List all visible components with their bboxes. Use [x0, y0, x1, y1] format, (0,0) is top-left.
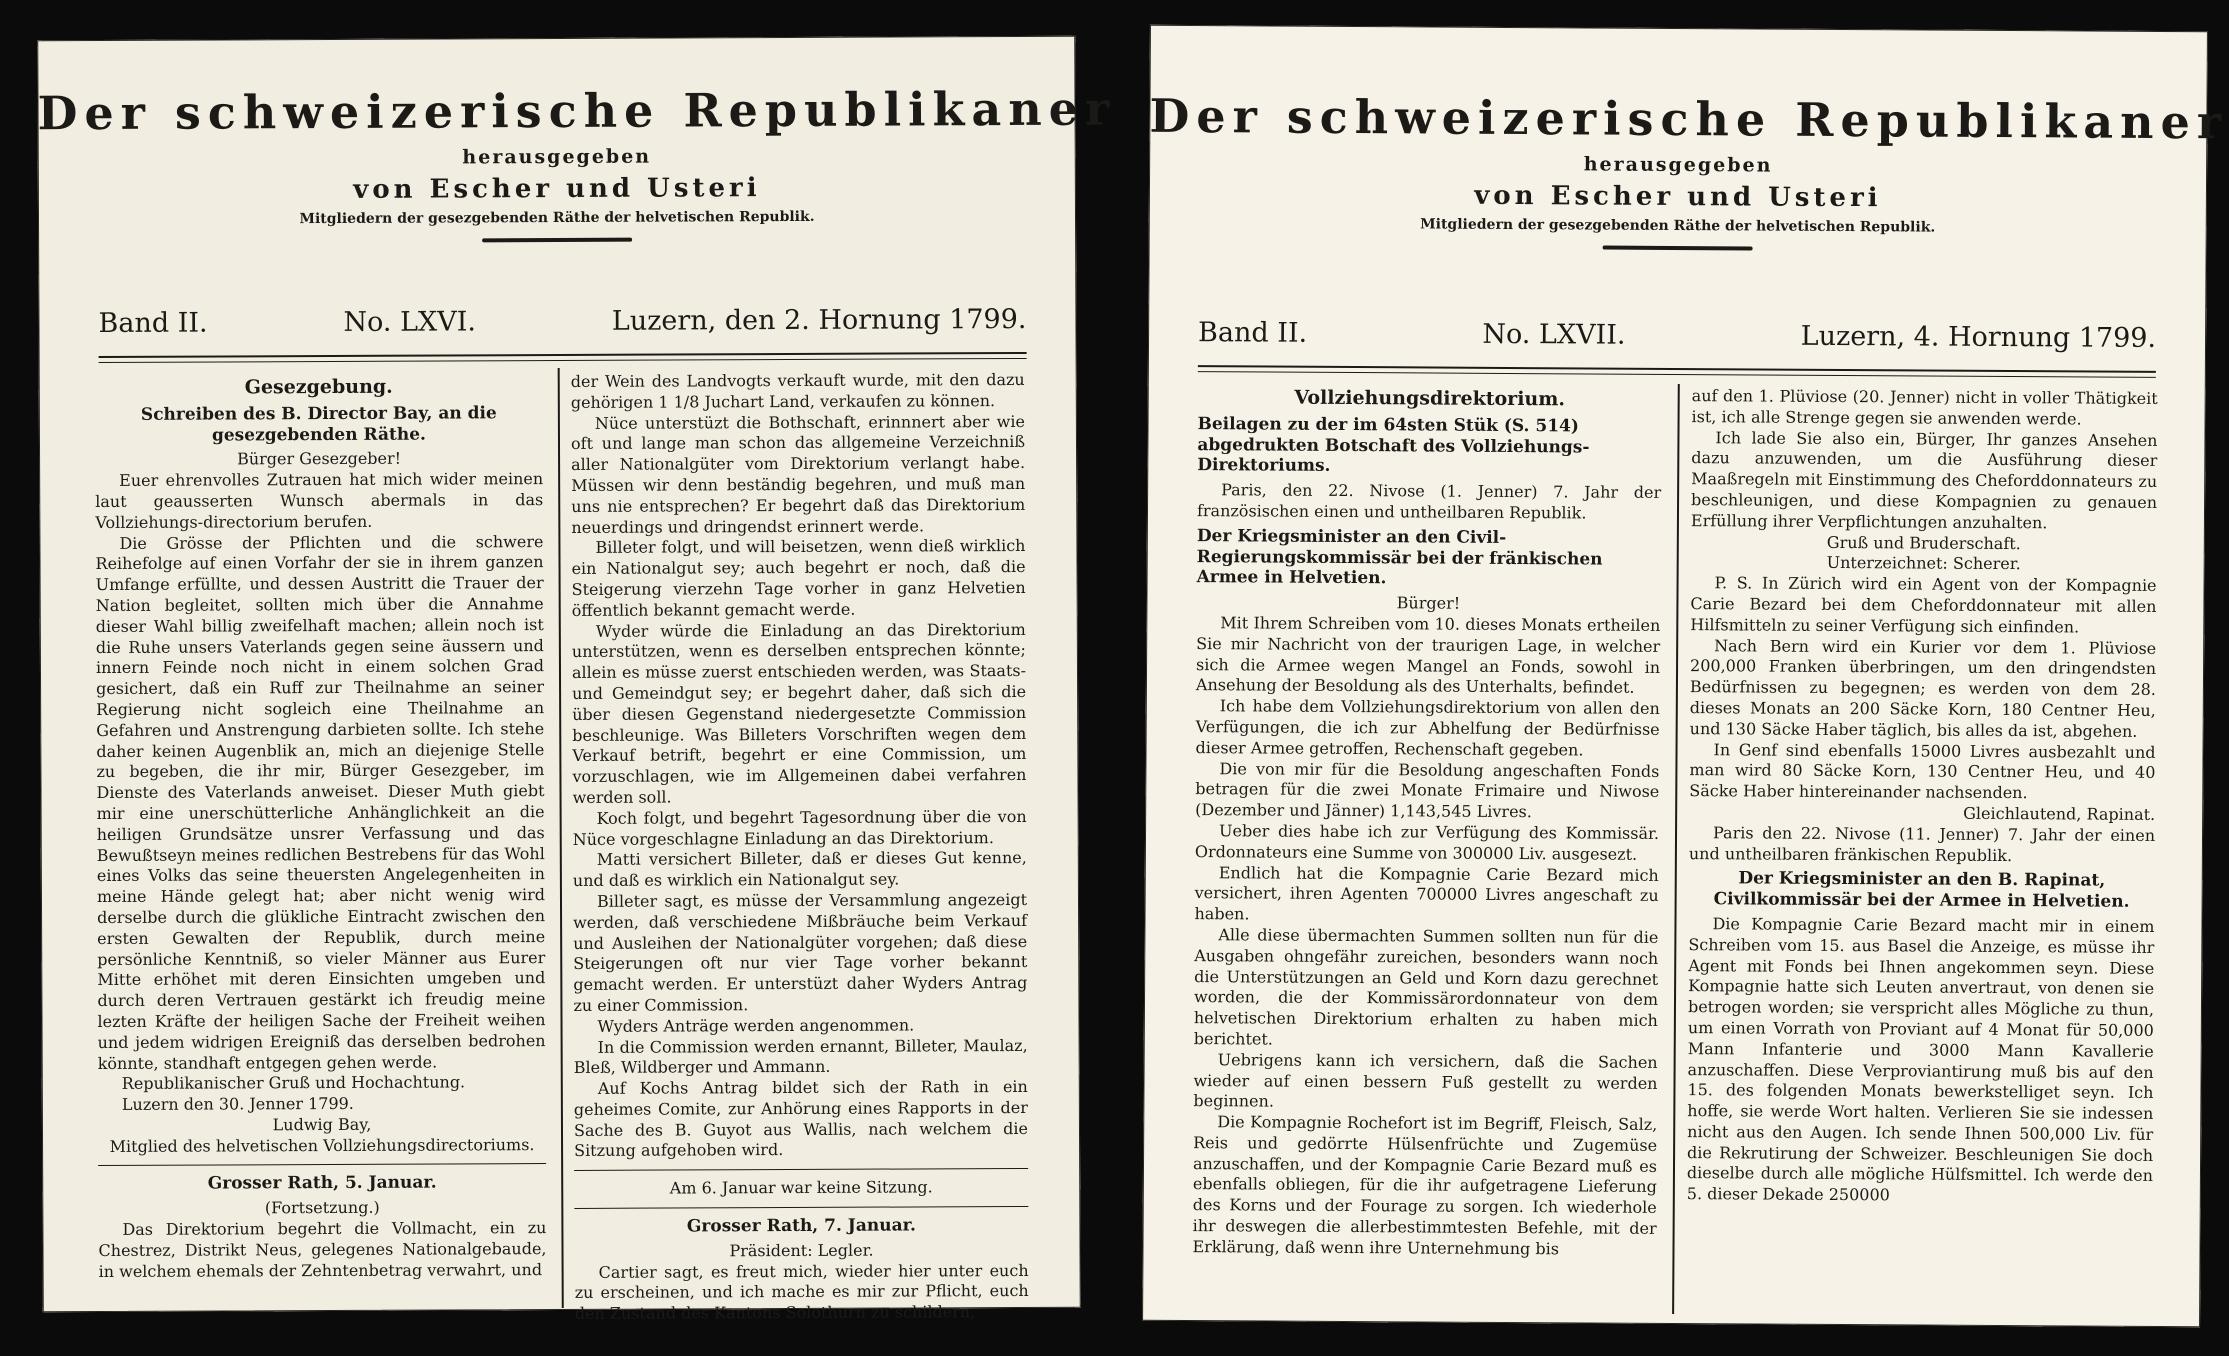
- paragraph: Alle diese übermachten Summen sollten nun für die Ausgaben ohngefähr zureichen, besonders wann noch die Unterstützungen an Geld und Korn dazu gerechnet worden, die der Kommissärordonnateur von dem helvetischen Direktorium erhalten zu haben mich berichtet.: [1193, 925, 1659, 1049]
- masthead-rule: [1603, 246, 1753, 251]
- paragraph: Matti versichert Billeter, daß er dieses Gut kenne, und daß es wirklich ein Nationalgut sey.: [572, 848, 1027, 891]
- paragraph: In Genf sind ebenfalls 15000 Livres ausbezahlt und man wird 80 Säcke Korn, 130 Centner Heu, und 40 Säcke Haber hintereinander nachsenden.: [1689, 739, 2156, 803]
- salutation: Bürger!: [1396, 593, 1461, 613]
- issue-info: [98, 304, 1026, 339]
- masthead: [1149, 88, 2229, 253]
- paragraph: Cartier sagt, es freut mich, wieder hier unter euch zu erscheinen, und ich mache es mir zur Pflicht, euch den Zustand des Kantons Solothurn zu schildern,: [574, 1260, 1029, 1324]
- paragraph: Das Direktorium begehrt die Vollmacht, ein zu Chestrez, Distrikt Neus, gelegenes Nationalgebaude, in welchem ehemals der Zehntenbetrag verwahrt, und: [98, 1218, 547, 1281]
- masthead-editors: von Escher und Usteri: [1474, 180, 1882, 214]
- masthead-title: Der schweizerische Republikaner: [37, 81, 1117, 141]
- masthead-title: Der schweizerische Republikaner: [1149, 88, 2229, 150]
- paragraph: Republikanischer Gruß und Hochachtung.: [121, 1072, 466, 1094]
- session-heading: Grosser Rath, 5. Januar.: [207, 1173, 437, 1195]
- paragraph: Ich lade Sie also ein, Bürger, Ihr ganzes Ansehen dazu anzuwenden, um die Ausführung dieser Maaßregeln mit Einstimmung des Cheforddonnateurs zu beschleunigen, und diese Kompagnien zu genauen Erfüllung ihrer Verpflichtungen anzuhalten.: [1690, 427, 2158, 533]
- column-left: [1192, 383, 1661, 1260]
- signature: Gleichlautend, Rapinat.: [1963, 803, 2156, 824]
- masthead-membership: Mitgliedern der gesezgebenden Räthe der helvetischen Republik.: [299, 208, 815, 228]
- masthead-subtitle: herausgegeben: [1583, 153, 1773, 177]
- salutation: Bürger Gesezgeber!: [237, 449, 402, 469]
- president-line: Präsident: Legler.: [729, 1240, 874, 1261]
- masthead: [37, 81, 1117, 245]
- paragraph: auf den 1. Plüviose (20. Jenner) nicht in voller Thätigkeit ist, ich alle Strenge gegen sie anwenden werde.: [1691, 386, 2158, 429]
- masthead-membership: Mitgliedern der gesezgebenden Räthe der helvetischen Republik.: [1420, 216, 1936, 236]
- dateline: Paris, den 22. Nivose (1. Jenner) 7. Jahr der französischen einen und untheilbaren Republik.: [1196, 480, 1662, 523]
- column-right: [571, 370, 1029, 1325]
- paragraph: Endlich hat die Kompagnie Carie Bezard mich versichert, ihren Agenten 700000 Livres angeschaft zu haben.: [1194, 862, 1659, 924]
- issue-date: Luzern, 4. Hornung 1799.: [1800, 320, 2157, 354]
- section-heading: Gesezgebung.: [244, 375, 393, 399]
- notice: Am 6. Januar war keine Sitzung.: [669, 1177, 933, 1198]
- letter-heading: Der Kriegsminister an den Civil-Regierungskommissär bei der fränkischen Armee in Helvetien.: [1196, 525, 1603, 589]
- dateline: Paris den 22. Nivose (11. Jenner) 7. Jahr der einen und untheilbaren fränkischen Republik.: [1688, 822, 2156, 865]
- column-left: [95, 372, 547, 1282]
- paragraph: In die Commission werden ernannt, Billeter, Maulaz, Bleß, Wildberger und Ammann.: [573, 1035, 1028, 1078]
- newspaper-page-right: [1142, 25, 2229, 1327]
- paragraph: Euer ehrenvolles Zutrauen hat mich wider meinen laut geausserten Wunsch abermals in das Vollziehungs-directorium berufen.: [95, 469, 544, 532]
- continuation-note: (Fortsetzung.): [264, 1198, 380, 1218]
- volume-label: Band II.: [1197, 317, 1308, 349]
- issue-info: [1198, 317, 2156, 354]
- divider: [574, 1206, 1028, 1209]
- paragraph: Billeter sagt, es müsse der Versammlung angezeigt werden, daß verschiedene Mißbräuche beim Verkauf und Ausleihen der Nationalgüter vorgehen; daß diese Steigerungen oft nur vier Tage vorher bekannt gemacht werden. Er unterstüzt daher Wyders Antrag zu einer Commission.: [573, 889, 1028, 1015]
- paragraph: Nüce unterstüzt die Bothschaft, erinnnert aber wie oft und lange man schon das allgemeine Verzeichniß aller Nationalgüter vom Direktorium verlangt habe. Müssen wir denn beständig begehren, und muß man uns nie entsprechen? Er begehrt daß das Direktorium neuerdings und dringendst erinnert werde.: [570, 411, 1026, 537]
- article-heading: Schreiben des B. Director Bay, an die gesezgebenden Räthe.: [140, 403, 497, 446]
- paragraph: Die Grösse der Pflichten und die schwere Reihefolge auf einen Vorfahr der sie in ihrem ganzen Umfange erfüllte, und dessen Austritt die Trauer der Nation begleitet, sollten mich über die Annahme dieser Wahl billig zweifelhaft machen; allein noch ist die Ruhe unsers Vaterlands gegen seine äussern und innern Feinde noch nicht in einem solchen Grad gesichert, daß ein Ruff zur Theilnahme an seiner Regierung nicht sogleich eine Theilnahme an Gefahren und Anstrengung darbieten sollte. Ich stehe daher keinen Augenblik an, mich an diejenige Stelle zu begeben, die ihr mir, Bürger Gesezgeber, im Dienste des Vaterlands anweiset. Dieser Muth giebt mir eine unerschütterliche Anhänglichkeit an die heiligen Grundsätze unsrer Verfassung und das Bewußtseyn meines redlichen Bestrebens für das Wohl eines Volks das seine theuersten Angelegenheiten in meine Hände gelegt hat; aber nicht wenig wird derselbe durch die glükliche Eintracht zwischen den ersten Gewalten der Republik, durch meine persönliche Kenntniß, so vieler Männer aus Eurer Mitte erhöhet mit deren Einsichten umgeben und durch deren Vertrauen gestärkt ich freudig meine lezten Kräfte der heiligen Sache der Freiheit weihen und jedem widrigen Ereigniß das derselben bedrohen könnte, standhaft entgegen gehen werde.: [95, 531, 546, 1073]
- paragraph: Nach Bern wird ein Kurier vor dem 1. Plüviose 200,000 Franken überbringen, um den dringendsten Bedürfnissen zu begegnen; es werden von dem 28. dieses Monats an 200 Säcke Korn, 180 Centner Heu, und 130 Säcke Haber täglich, bis alles da ist, abgehen.: [1689, 635, 2157, 741]
- divider: [574, 1168, 1028, 1171]
- paragraph: Die Kompagnie Carie Bezard macht mir in einem Schreiben vom 15. aus Basel die Anzeige, es müsse ihr Agent mit Fonds bei Ihnen angekommen seyn. Diese Kompagnie hatte sich Leuten anvertraut, von denen sie betrogen worden; sie verspricht alles Mögliche zu thun, um einen Vorrath von Proviant auf 4 Monat für 50,000 Mann Infanterie und 3000 Mann Kavallerie anzuschaffen. Diese Verproviantirung muß bis auf den 15. des folgenden Monats bewerkstelliget seyn. Ich hoffe, sie werde Wort halten. Verlieren Sie sie indessen nicht aus den Augen. Ich sende Ihnen 500,000 Liv. für die Rekrutirung der Schweizer. Beschleunigen Sie doch dieselbe durch alle mögliche Hülfsmittel. Ich werde den 5. dieser Dekade 250000: [1686, 914, 2155, 1205]
- volume-label: Band II.: [98, 307, 208, 340]
- dateline: Luzern den 30. Jenner 1799.: [121, 1093, 354, 1115]
- paragraph: Auf Kochs Antrag bildet sich der Rath in ein geheimes Comite, zur Anhörung eines Rapports in der Sache des B. Guyot aus Wallis, nach welchem die Sitzung aufgehoben wird.: [573, 1077, 1029, 1161]
- paragraph: Die von mir für die Besoldung angeschaften Fonds betragen für die zwei Monate Frimaire und Niwose (Dezember und Jänner) 1,143,545 Livres.: [1195, 758, 1660, 822]
- column-rule: [1672, 384, 1680, 1314]
- signature: Ludwig Bay,: [272, 1114, 372, 1135]
- issue-number: No. LXVI.: [343, 306, 477, 338]
- masthead-subtitle: herausgegeben: [462, 145, 652, 169]
- paragraph: Billeter folgt, und will beisetzen, wenn dieß wirklich ein Nationalgut sey; auch begehrt er noch, daß die Steigerung vierzehn Tage vorher in ganz Helvetien öffentlich bekannt gemacht werde.: [571, 536, 1026, 620]
- masthead-editors: von Escher und Usteri: [353, 173, 761, 205]
- issue-date: Luzern, den 2. Hornung 1799.: [611, 303, 1027, 337]
- issue-number: No. LXVII.: [1482, 318, 1626, 351]
- paragraph: Ich habe dem Vollziehungsdirektorium von allen den Verfügungen, die ich zur Abhelfung der Bedürfnisse dieser Armee getroffen, Rechenschaft gegeben.: [1195, 696, 1660, 760]
- paragraph: der Wein des Landvogts verkauft wurde, mit den dazu gehörigen 1 1/8 Juchart Land, verkaufen zu können.: [570, 369, 1025, 412]
- divider: [98, 1164, 546, 1167]
- session-heading: Grosser Rath, 7. Januar.: [686, 1215, 916, 1237]
- paragraph: Wyder würde die Einladung an das Direktorium unterstützen, wenn es derselben entsprechen könnte; allein es müsse zuerst entschieden werden, was Staats- und Gemeindgut sey; er begehrt daher, daß sich die über diesen Gegenstand niedergesetzte Commission beschleunige. Was Billeters Vorschriften wegen dem Verkauf betrift, begehrt er eine Commission, um vorzuschlagen, wie im Allgemeinen dabei verfahren werden soll.: [571, 619, 1027, 807]
- paragraph: P. S. In Zürich wird ein Agent von der Kompagnie Carie Bezard bei dem Cheforddonnateur mit allen Hilfsmitteln zu seiner Verfügung sich einfinden.: [1690, 573, 2157, 637]
- signature: Unterzeichnet: Scherer.: [1826, 553, 2021, 574]
- column-rule: [558, 368, 564, 1308]
- paragraph: Mit Ihrem Schreiben vom 10. dieses Monats ertheilen Sie mir Nachricht von der traurigen Lage, in welcher sich die Armee wegen Mangel an Fonds, sowohl in Ansehung der Besoldung als des Unterhalts, befindet.: [1195, 613, 1661, 698]
- paragraph: Die Kompagnie Rochefort ist im Begriff, Fleisch, Salz, Reis und gedörrte Hülsenfrüchte und Zugemüse anzuschaffen, und der Kompagnie Carie Bezard muß es ebenfalls obliegen, für die ihr aufgetragene Lieferung des Korns und der Fourage zu sorgen. Ich wiederhole ihr deswegen die allerbestimmtesten Befehle, mit der Erklärung, daß wenn ihre Unternehmung bis: [1192, 1112, 1658, 1259]
- paragraph: Uebrigens kann ich versichern, daß die Sachen wieder auf einen bessern Fuß gestellt zu werden beginnen.: [1193, 1049, 1658, 1111]
- closing: Gruß und Bruderschaft.: [1826, 532, 2021, 553]
- article-heading: Beilagen zu der im 64sten Stük (S. 514) abgedrukten Botschaft des Vollziehungs-Direktoriums.: [1197, 413, 1590, 477]
- column-right: [1687, 386, 2158, 1208]
- letter-heading: Der Kriegsminister an den B. Rapinat, Civilkommissär bei der Armee in Helvetien.: [1713, 868, 2130, 912]
- signature-title: Mitglied des helvetischen Vollziehungsdirectoriums.: [109, 1134, 535, 1156]
- header-rule: [99, 352, 1027, 358]
- newspaper-page-left: [37, 36, 1117, 1324]
- section-heading: Vollziehungsdirektorium.: [1294, 386, 1566, 411]
- masthead-rule: [482, 238, 632, 243]
- header-rule: [1198, 365, 2156, 373]
- paragraph: Wyders Anträge werden angenommen.: [597, 1015, 915, 1036]
- paragraph: Ueber dies habe ich zur Verfügung des Kommissär. Ordonnateurs eine Summe von 300000 Liv. ausgesezt.: [1194, 821, 1660, 864]
- paragraph: Koch folgt, und begehrt Tagesordnung über die von Nüce vorgeschlagne Einladung an das Direktorium.: [572, 806, 1027, 849]
